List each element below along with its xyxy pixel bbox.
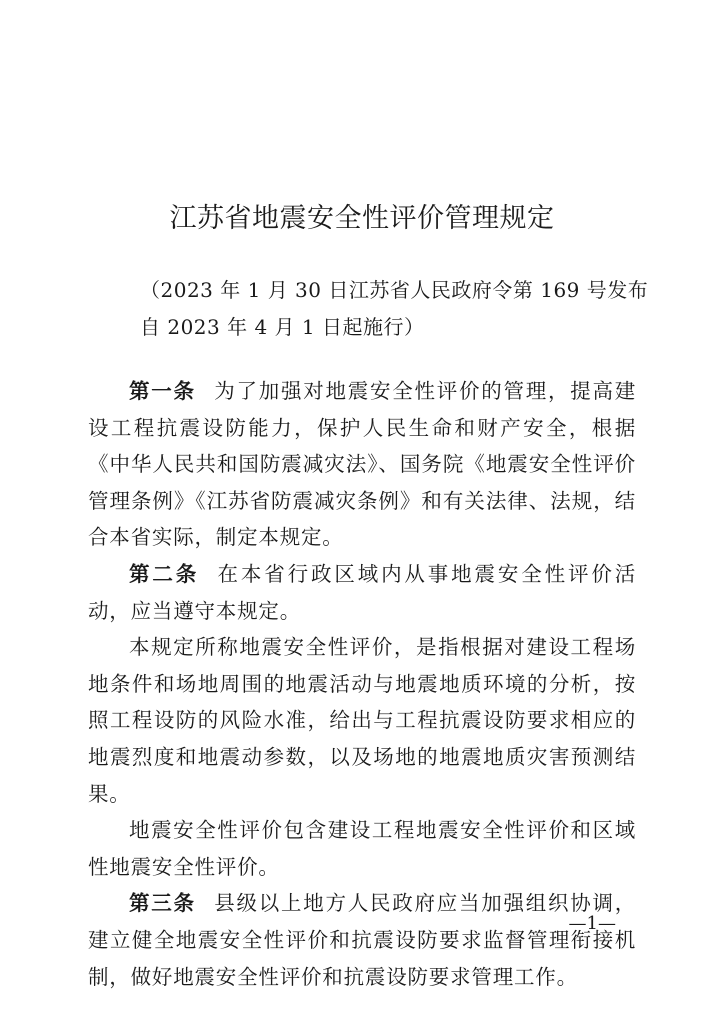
document-title: 江苏省地震安全性评价管理规定 (169, 203, 555, 234)
article-number: 第三条 (129, 891, 196, 916)
page-number: —1— (568, 913, 616, 934)
article-text: 为了加强对地震安全性评价的管理，提高建设工程抗震设防能力，保护人民生命和财产安全，根据《中华人民共和国防震减灾法》、国务院《地震安全性评价管理条例》《江苏省防震减灾条例》和有关法律、法规，结合本省实际，制定本规定。 (88, 379, 637, 550)
publication-note-line-1: （2023 年 1 月 30 日江苏省人民政府令第 169 号发布 (140, 278, 649, 302)
article-3 (88, 885, 636, 995)
article-text: 县级以上地方人民政府应当加强组织协调，建立健全地震安全性评价和抗震设防要求监督管理衔接机制，做好地震安全性评价和抗震设防要求管理工作。 (88, 891, 637, 989)
article-number: 第二条 (129, 561, 200, 586)
article-1 (88, 373, 636, 556)
body-paragraph: 本规定所称地震安全性评价，是指根据对建设工程场地条件和场地周围的地震活动与地震地质环境的分析，按照工程设防的风险水准，给出与工程抗震设防要求相应的地震烈度和地震动参数，以及场地的地震地质灾害预测结果。 (88, 635, 636, 806)
article-number: 第一条 (129, 379, 196, 403)
publication-note (140, 272, 649, 346)
publication-note-line-2: 自 2023 年 4 月 1 日起施行） (140, 315, 425, 339)
body-paragraph: 地震安全性评价包含建设工程地震安全性评价和区域性地震安全性评价。 (88, 818, 636, 879)
article-text: 在本省行政区域内从事地震安全性评价活动，应当遵守本规定。 (88, 561, 636, 623)
document-body (88, 373, 636, 995)
article-2 (88, 556, 636, 629)
